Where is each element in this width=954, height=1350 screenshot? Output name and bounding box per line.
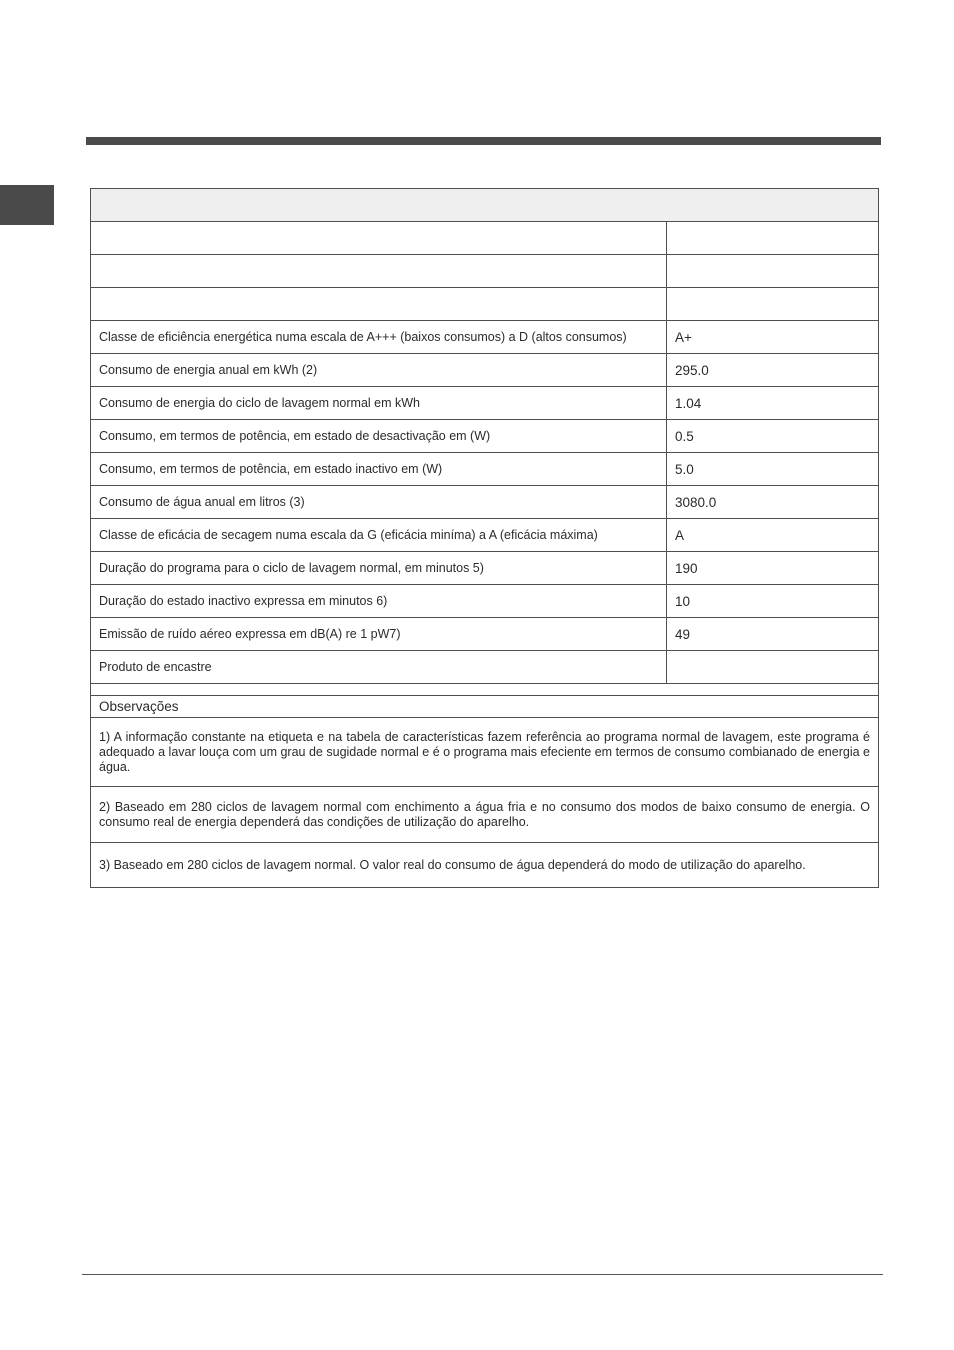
spec-label: Consumo, em termos de potência, em estado inactivo em (W) — [91, 453, 667, 486]
spec-label: Duração do estado inactivo expressa em minutos 6) — [91, 585, 667, 618]
table-row — [91, 255, 879, 288]
table-row — [91, 288, 879, 321]
spec-value: 49 — [667, 618, 879, 651]
spec-label — [91, 222, 667, 255]
spec-label: Duração do programa para o ciclo de lavagem normal, em minutos 5) — [91, 552, 667, 585]
table-row — [91, 420, 879, 453]
product-fiche-table — [90, 188, 879, 888]
spec-label: Consumo de energia anual em kWh (2) — [91, 354, 667, 387]
spec-value: A+ — [667, 321, 879, 354]
note-row — [91, 718, 879, 787]
table-header-cell — [91, 189, 879, 222]
footer-rule — [82, 1274, 883, 1275]
note-row — [91, 843, 879, 888]
table-row — [91, 651, 879, 684]
spec-value: 5.0 — [667, 453, 879, 486]
note-row — [91, 787, 879, 843]
spec-value: 295.0 — [667, 354, 879, 387]
spacer-cell — [91, 684, 879, 696]
spacer-row — [91, 684, 879, 696]
table-row — [91, 552, 879, 585]
table-row — [91, 585, 879, 618]
spec-value: 10 — [667, 585, 879, 618]
spec-value: 1.04 — [667, 387, 879, 420]
notes-title: Observações — [91, 696, 879, 718]
spec-value: 3080.0 — [667, 486, 879, 519]
spec-label: Consumo de água anual em litros (3) — [91, 486, 667, 519]
spec-label: Consumo, em termos de potência, em estado de desactivação em (W) — [91, 420, 667, 453]
spec-value — [667, 651, 879, 684]
spec-label: Consumo de energia do ciclo de lavagem normal em kWh — [91, 387, 667, 420]
table-row — [91, 486, 879, 519]
spec-value: 0.5 — [667, 420, 879, 453]
note-text: 3) Baseado em 280 ciclos de lavagem normal. O valor real do consumo de água dependerá do modo de utilização do aparelho. — [91, 843, 879, 888]
note-text: 1) A informação constante na etiqueta e na tabela de características fazem referência ao programa normal de lavagem, este programa é adequado a lavar louça com um grau de sugidade normal e é o programa mais efeciente em termos de consumo combianado de energia e água. — [91, 718, 879, 787]
table-row — [91, 321, 879, 354]
note-text: 2) Baseado em 280 ciclos de lavagem normal com enchimento a água fria e no consumo dos modos de baixo consumo de energia. O consumo real de energia dependerá das condições de utilização do aparelho. — [91, 787, 879, 843]
spec-label: Classe de eficácia de secagem numa escala da G (eficácia miníma) a A (eficácia máxima) — [91, 519, 667, 552]
spec-label: Emissão de ruído aéreo expressa em dB(A) re 1 pW7) — [91, 618, 667, 651]
language-tab-marker — [0, 185, 54, 225]
table-row — [91, 519, 879, 552]
notes-header-row — [91, 696, 879, 718]
spec-label: Classe de eficiência energética numa escala de A+++ (baixos consumos) a D (altos consumos) — [91, 321, 667, 354]
spec-value: 190 — [667, 552, 879, 585]
header-rule — [86, 137, 881, 145]
spec-value — [667, 255, 879, 288]
spec-label — [91, 255, 667, 288]
spec-value — [667, 222, 879, 255]
spec-label — [91, 288, 667, 321]
table-header-row — [91, 189, 879, 222]
spec-label: Produto de encastre — [91, 651, 667, 684]
table-row — [91, 387, 879, 420]
table-row — [91, 453, 879, 486]
table-row — [91, 222, 879, 255]
spec-value: A — [667, 519, 879, 552]
spec-value — [667, 288, 879, 321]
table-row — [91, 354, 879, 387]
table-row — [91, 618, 879, 651]
